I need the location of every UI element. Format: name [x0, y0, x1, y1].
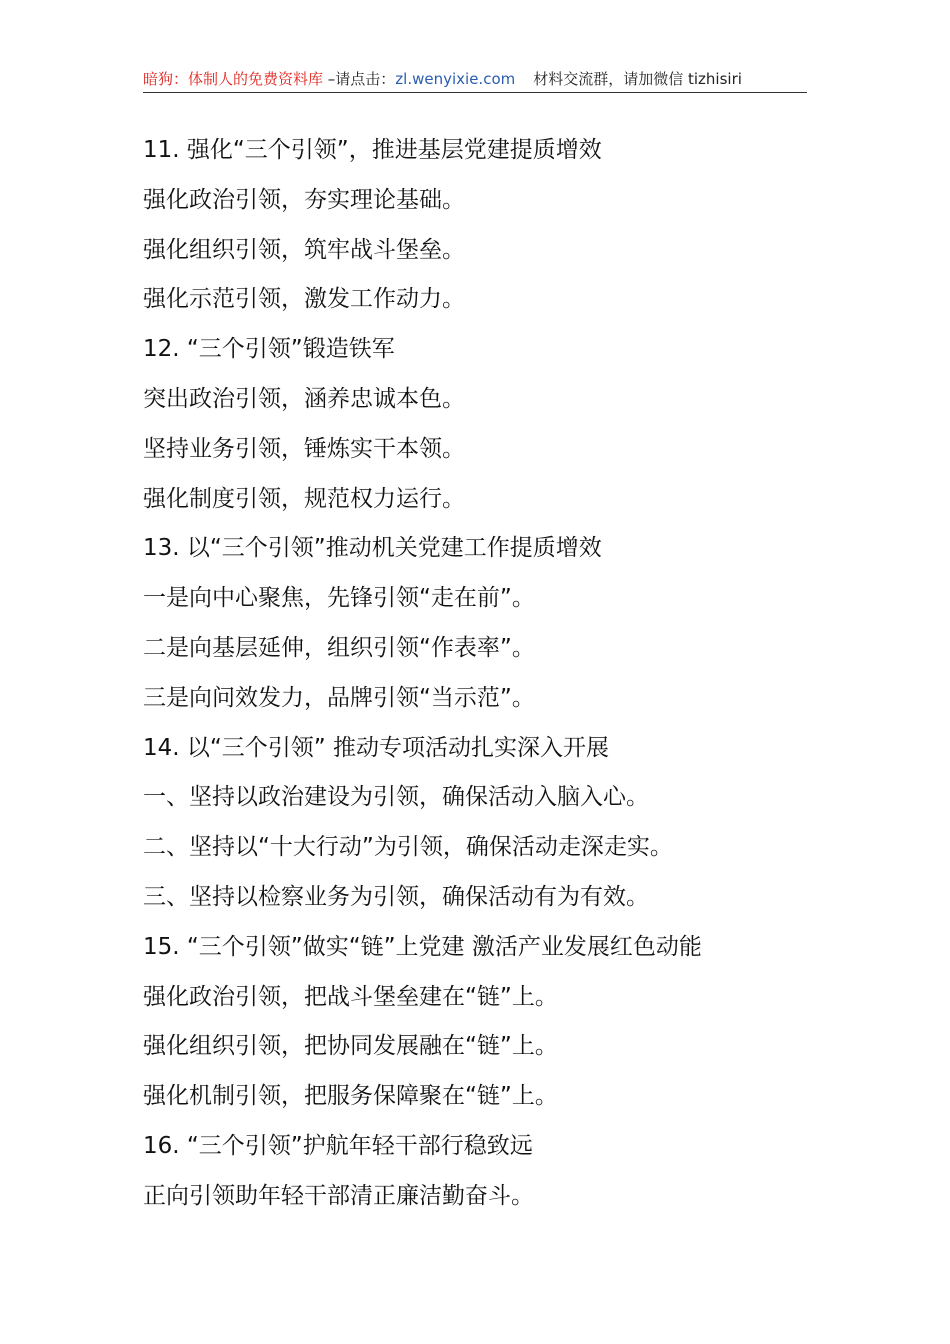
- paragraph-line: 强化机制引领，把服务保障聚在“链”上。: [143, 1083, 558, 1110]
- section-heading-15: 15. “三个引领”做实“链”上党建 激活产业发展红色动能: [143, 933, 702, 960]
- paragraph-line: 二是向基层延伸，组织引领“作表率”。: [143, 634, 535, 661]
- section-heading-13: 13. 以“三个引领”推动机关党建工作提质增效: [143, 535, 602, 562]
- header-prompt: –请点击：: [323, 70, 396, 88]
- header-brand: 暗狗：体制人的免费资料库: [143, 70, 324, 88]
- paragraph-line: 三是向问效发力，品牌引领“当示范”。: [143, 684, 535, 711]
- paragraph-line: 强化政治引领，把战斗堡垒建在“链”上。: [143, 983, 558, 1010]
- section-heading-12: 12. “三个引领”锻造铁军: [143, 336, 395, 363]
- paragraph-line: 强化组织引领，把协同发展融在“链”上。: [143, 1033, 558, 1060]
- paragraph-line: 一是向中心聚焦，先锋引领“走在前”。: [143, 585, 535, 612]
- paragraph-line: 强化政治引领，夯实理论基础。: [143, 186, 465, 213]
- paragraph-line: 强化组织引领，筑牢战斗堡垒。: [143, 236, 465, 263]
- paragraph-line: 突出政治引领，涵养忠诚本色。: [143, 385, 465, 412]
- page-header: [143, 66, 807, 93]
- paragraph-line: 二、坚持以“十大行动”为引领，确保活动走深走实。: [143, 834, 673, 861]
- section-heading-16: 16. “三个引领”护航年轻干部行稳致远: [143, 1132, 533, 1159]
- section-heading-11: 11. 强化“三个引领”，推进基层党建提质增效: [143, 137, 602, 163]
- paragraph-line: 一、坚持以政治建设为引领，确保活动入脑入心。: [143, 784, 649, 811]
- header-wechat-note: 材料交流群，请加微信 tizhisiri: [533, 70, 742, 88]
- header-link[interactable]: zl.wenyixie.com: [395, 70, 516, 88]
- paragraph-line: 坚持业务引领，锤炼实干本领。: [143, 435, 465, 462]
- paragraph-line: 正向引领助年轻干部清正廉洁勤奋斗。: [143, 1182, 534, 1209]
- document-body: [143, 126, 823, 1222]
- paragraph-line: 三、坚持以检察业务为引领，确保活动有为有效。: [143, 883, 649, 910]
- section-heading-14: 14. 以“三个引领” 推动专项活动扎实深入开展: [143, 734, 610, 761]
- paragraph-line: 强化制度引领，规范权力运行。: [143, 485, 465, 512]
- paragraph-line: 强化示范引领，激发工作动力。: [143, 286, 465, 313]
